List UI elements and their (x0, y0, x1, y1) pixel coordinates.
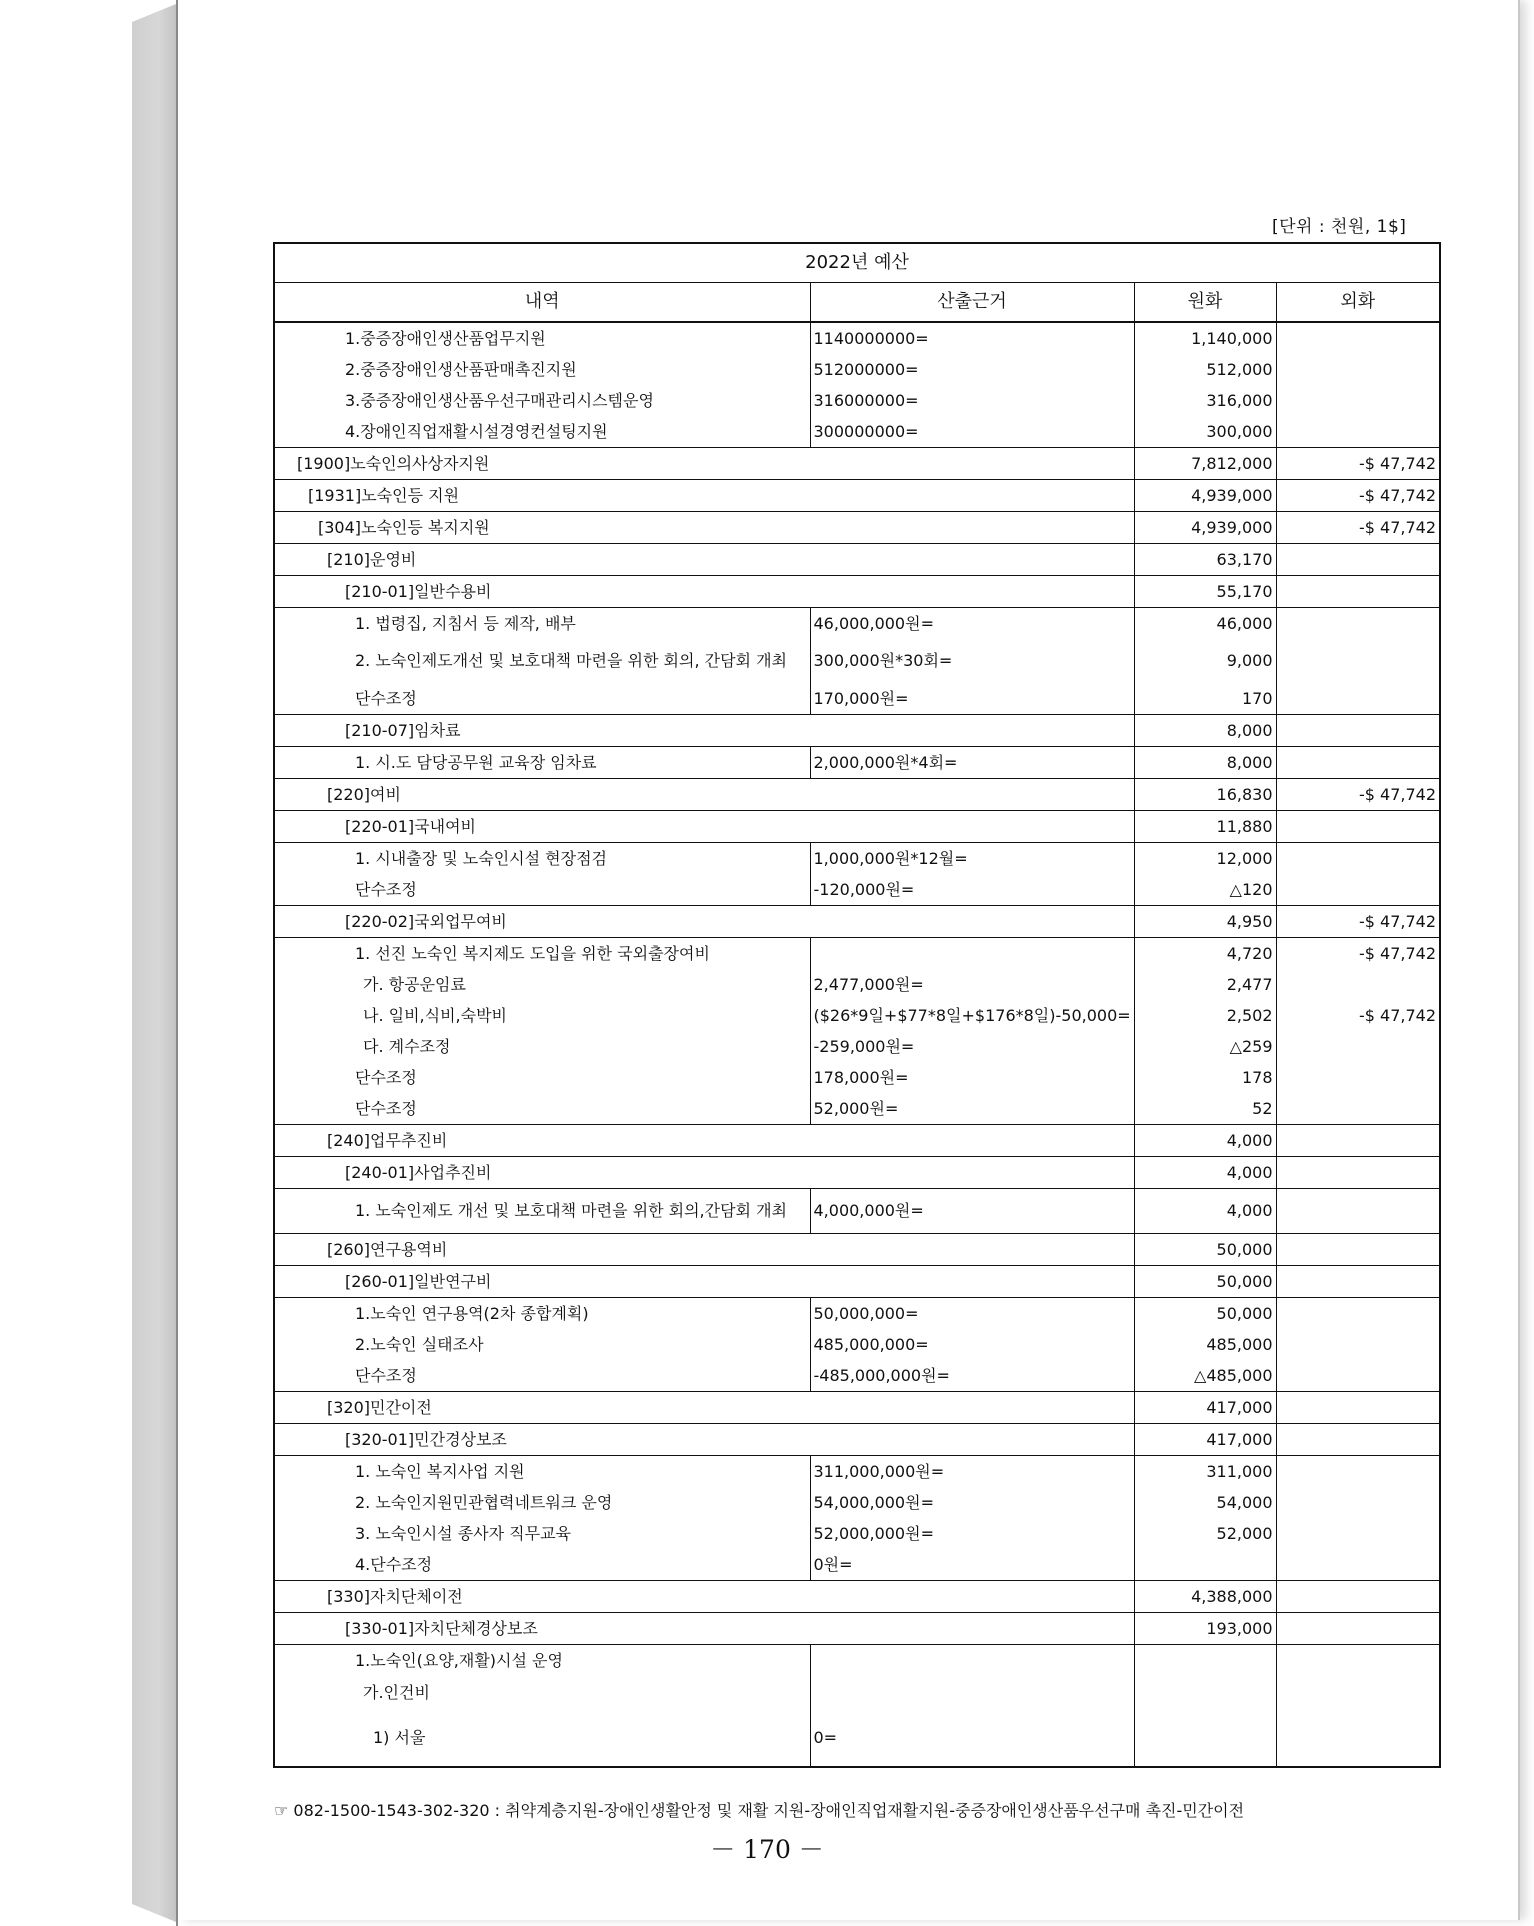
row-fx (1276, 385, 1440, 416)
row-krw: 4,000 (1134, 1125, 1276, 1157)
row-calc: 2,477,000원= (810, 969, 1134, 1000)
footnote: ☞ 082-1500-1543-302-320 : 취약계층지원-장애인생활안정 및 재활 지원-장애인직업재활지원-중증장애인생산품우선구매 촉진-민간이전 (274, 1801, 1245, 1820)
row-fx (1276, 843, 1440, 875)
row-desc: [260]연구용역비 (274, 1234, 1134, 1266)
table-header-row (274, 283, 1440, 323)
table-row (274, 1062, 1440, 1093)
row-calc: -485,000,000원= (810, 1360, 1134, 1392)
row-desc: [240]업무추진비 (274, 1125, 1134, 1157)
row-krw: 12,000 (1134, 843, 1276, 875)
row-fx (1276, 1157, 1440, 1189)
table-row (274, 385, 1440, 416)
row-krw: △120 (1134, 874, 1276, 906)
row-calc: 2,000,000원*4회= (810, 747, 1134, 779)
row-desc: [304]노숙인등 복지지원 (274, 512, 1134, 544)
table-row (274, 1093, 1440, 1125)
row-desc: 1.중증장애인생산품업무지원 (345, 328, 546, 348)
row-krw (1134, 1645, 1276, 1677)
row-fx (1276, 354, 1440, 385)
row-krw (1134, 1676, 1276, 1710)
row-desc: 2.중증장애인생산품판매촉진지원 (345, 359, 577, 379)
spine-edge-shade (132, 4, 176, 1922)
table-row (274, 1487, 1440, 1518)
row-desc: 나. 일비,식비,숙박비 (363, 1005, 507, 1025)
row-calc: 485,000,000= (810, 1329, 1134, 1360)
row-krw: 54,000 (1134, 1487, 1276, 1518)
row-fx (1276, 747, 1440, 779)
row-krw: 52,000 (1134, 1518, 1276, 1549)
table-row (274, 1549, 1440, 1581)
row-desc: [320]민간이전 (274, 1392, 1134, 1424)
table-row-group (274, 715, 1440, 747)
row-fx: -$ 47,742 (1276, 512, 1440, 544)
table-row (274, 1189, 1440, 1234)
row-krw: 55,170 (1134, 576, 1276, 608)
row-desc: 단수조정 (355, 1067, 417, 1087)
table-row (274, 1518, 1440, 1549)
row-fx (1276, 1613, 1440, 1645)
row-krw (1134, 1710, 1276, 1767)
page-number: － 170 － (710, 1835, 824, 1864)
table-row-group (274, 512, 1440, 544)
row-krw: 50,000 (1134, 1298, 1276, 1330)
row-fx (1276, 322, 1440, 354)
row-krw: 9,000 (1134, 639, 1276, 683)
table-row (274, 1456, 1440, 1488)
row-desc: [1931]노숙인등 지원 (274, 480, 1134, 512)
row-desc: 가.인건비 (363, 1683, 430, 1702)
row-calc: 54,000,000원= (810, 1487, 1134, 1518)
column-header-fx: 외화 (1276, 283, 1440, 323)
row-krw: 2,477 (1134, 969, 1276, 1000)
row-calc: 1,000,000원*12월= (810, 843, 1134, 875)
row-calc (810, 1645, 1134, 1677)
row-desc: 1. 시.도 담당공무원 교육장 임차료 (274, 747, 810, 779)
row-krw: 4,388,000 (1134, 1581, 1276, 1613)
row-desc: 1. 노숙인제도 개선 및 보호대책 마련을 위한 회의,간담회 개최 (274, 1189, 810, 1234)
row-desc: 2. 노숙인제도개선 및 보호대책 마련을 위한 회의, 간담회 개최 (355, 651, 787, 670)
table-row (274, 1329, 1440, 1360)
row-fx (1276, 874, 1440, 906)
row-krw: 4,939,000 (1134, 480, 1276, 512)
row-desc: [210]운영비 (274, 544, 1134, 576)
unit-label: [단위 : 천원, 1$] (1272, 217, 1407, 237)
row-fx: -$ 47,742 (1276, 779, 1440, 811)
row-krw: 485,000 (1134, 1329, 1276, 1360)
row-calc (810, 938, 1134, 970)
row-desc: 2.노숙인 실태조사 (355, 1334, 484, 1354)
book-spine (0, 0, 178, 1926)
row-krw: 8,000 (1134, 715, 1276, 747)
row-fx (1276, 715, 1440, 747)
row-fx (1276, 969, 1440, 1000)
row-desc: 4.장애인직업재활시설경영컨설팅지원 (345, 421, 608, 441)
row-desc: 단수조정 (355, 688, 417, 708)
row-krw: 4,000 (1134, 1157, 1276, 1189)
table-row (274, 747, 1440, 779)
table-row-group (274, 576, 1440, 608)
row-fx (1276, 1392, 1440, 1424)
row-fx (1276, 1676, 1440, 1710)
row-fx: -$ 47,742 (1276, 448, 1440, 480)
row-calc: 0원= (810, 1549, 1134, 1581)
table-row (274, 1000, 1440, 1031)
row-fx (1276, 608, 1440, 640)
row-calc: 52,000,000원= (810, 1518, 1134, 1549)
table-row-group (274, 544, 1440, 576)
row-desc: 4.단수조정 (355, 1554, 433, 1574)
row-fx: -$ 47,742 (1276, 480, 1440, 512)
row-fx (1276, 1189, 1440, 1234)
row-fx (1276, 1424, 1440, 1456)
row-krw: 170 (1134, 683, 1276, 715)
row-calc: 311,000,000원= (810, 1456, 1134, 1488)
table-row (274, 1031, 1440, 1062)
row-calc: 4,000,000원= (810, 1189, 1134, 1234)
row-krw: 4,939,000 (1134, 512, 1276, 544)
row-fx (1276, 1518, 1440, 1549)
row-desc: [220-01]국내여비 (274, 811, 1134, 843)
row-calc: ($26*9일+$77*8일+$176*8일)-50,000= (810, 1000, 1134, 1031)
column-header-krw: 원화 (1134, 283, 1276, 323)
row-krw: 4,950 (1134, 906, 1276, 938)
row-fx: -$ 47,742 (1276, 1000, 1440, 1031)
row-desc: [240-01]사업추진비 (274, 1157, 1134, 1189)
row-fx: -$ 47,742 (1276, 938, 1440, 970)
table-row-group (274, 906, 1440, 938)
row-desc: [220-02]국외업무여비 (274, 906, 1134, 938)
row-krw: 52 (1134, 1093, 1276, 1125)
row-calc: 46,000,000원= (810, 608, 1134, 640)
row-fx (1276, 1093, 1440, 1125)
table-row (274, 938, 1440, 970)
table-row-group (274, 1157, 1440, 1189)
row-krw: 300,000 (1134, 416, 1276, 448)
table-row (274, 1645, 1440, 1677)
table-row (274, 1676, 1440, 1710)
table-row (274, 639, 1440, 683)
header-year: 2022년 예산 (274, 243, 1440, 283)
row-desc: [210-07]임차료 (274, 715, 1134, 747)
row-krw: 193,000 (1134, 1613, 1276, 1645)
table-row-group (274, 1581, 1440, 1613)
row-desc: 다. 계수조정 (363, 1036, 451, 1056)
table-row-group (274, 1392, 1440, 1424)
table-row-group (274, 1424, 1440, 1456)
table-row (274, 608, 1440, 640)
row-fx (1276, 1298, 1440, 1330)
table-row-group (274, 1613, 1440, 1645)
row-fx (1276, 1234, 1440, 1266)
table-row-group (274, 448, 1440, 480)
budget-table (273, 242, 1441, 1768)
row-fx (1276, 576, 1440, 608)
row-desc: 단수조정 (355, 1365, 417, 1385)
row-desc: 단수조정 (355, 1098, 417, 1118)
row-desc: [220]여비 (274, 779, 1134, 811)
row-fx (1276, 416, 1440, 448)
row-desc: [330-01]자치단체경상보조 (274, 1613, 1134, 1645)
table-row (274, 322, 1440, 354)
table-row (274, 1298, 1440, 1330)
row-desc: 1. 노숙인 복지사업 지원 (274, 1456, 810, 1488)
row-fx (1276, 1645, 1440, 1677)
row-calc: 52,000원= (810, 1093, 1134, 1125)
table-row (274, 683, 1440, 715)
row-desc: 1.노숙인(요양,재활)시설 운영 (274, 1645, 810, 1677)
row-calc: 1140000000= (810, 322, 1134, 354)
row-krw: 316,000 (1134, 385, 1276, 416)
row-krw: △259 (1134, 1031, 1276, 1062)
row-desc: 3. 노숙인시설 종사자 직무교육 (355, 1523, 571, 1543)
row-calc: 50,000,000= (810, 1298, 1134, 1330)
row-krw: 417,000 (1134, 1392, 1276, 1424)
row-krw: 50,000 (1134, 1234, 1276, 1266)
row-desc: 단수조정 (355, 879, 417, 899)
row-desc: [330]자치단체이전 (274, 1581, 1134, 1613)
table-row-group (274, 811, 1440, 843)
row-fx (1276, 1031, 1440, 1062)
row-desc: 3.중증장애인생산품우선구매관리시스템운영 (345, 390, 654, 410)
row-desc: 1. 시내출장 및 노숙인시설 현장점검 (274, 843, 810, 875)
row-calc: 170,000원= (810, 683, 1134, 715)
row-krw: 417,000 (1134, 1424, 1276, 1456)
row-fx (1276, 1710, 1440, 1767)
row-calc: -259,000원= (810, 1031, 1134, 1062)
row-fx (1276, 1487, 1440, 1518)
row-krw: 1,140,000 (1134, 322, 1276, 354)
table-row (274, 874, 1440, 906)
row-calc: 300,000원*30회= (810, 639, 1134, 683)
row-desc: [260-01]일반연구비 (274, 1266, 1134, 1298)
row-krw: 50,000 (1134, 1266, 1276, 1298)
row-krw: 2,502 (1134, 1000, 1276, 1031)
row-krw: 311,000 (1134, 1456, 1276, 1488)
column-header-desc: 내역 (274, 283, 810, 323)
row-krw: 512,000 (1134, 354, 1276, 385)
row-krw: 46,000 (1134, 608, 1276, 640)
row-krw: △485,000 (1134, 1360, 1276, 1392)
row-fx (1276, 1549, 1440, 1581)
row-calc: -120,000원= (810, 874, 1134, 906)
row-desc: 1. 법령집, 지침서 등 제작, 배부 (274, 608, 810, 640)
column-header-calc: 산출근거 (810, 283, 1134, 323)
row-calc (810, 1676, 1134, 1710)
table-row (274, 969, 1440, 1000)
row-krw: 178 (1134, 1062, 1276, 1093)
table-row (274, 416, 1440, 448)
table-row-group (274, 1125, 1440, 1157)
table-row (274, 1360, 1440, 1392)
table-row (274, 1710, 1440, 1767)
table-row (274, 354, 1440, 385)
table-row-group (274, 1234, 1440, 1266)
row-desc: [1900]노숙인의사상자지원 (274, 448, 1134, 480)
row-fx (1276, 1062, 1440, 1093)
row-fx (1276, 1456, 1440, 1488)
row-desc: 2. 노숙인지원민관협력네트워크 운영 (355, 1492, 613, 1512)
row-fx (1276, 1125, 1440, 1157)
row-desc: [210-01]일반수용비 (274, 576, 1134, 608)
row-calc: 300000000= (810, 416, 1134, 448)
row-calc: 0= (810, 1710, 1134, 1767)
row-fx (1276, 683, 1440, 715)
row-krw: 4,720 (1134, 938, 1276, 970)
row-fx: -$ 47,742 (1276, 906, 1440, 938)
row-krw: 8,000 (1134, 747, 1276, 779)
row-desc: 1) 서울 (373, 1728, 426, 1747)
row-krw: 11,880 (1134, 811, 1276, 843)
row-desc: [320-01]민간경상보조 (274, 1424, 1134, 1456)
row-krw: 4,000 (1134, 1189, 1276, 1234)
row-fx (1276, 1581, 1440, 1613)
row-fx (1276, 1360, 1440, 1392)
row-calc: 512000000= (810, 354, 1134, 385)
row-krw: 16,830 (1134, 779, 1276, 811)
row-fx (1276, 1266, 1440, 1298)
table-row-group (274, 1266, 1440, 1298)
row-desc: 가. 항공운임료 (363, 974, 466, 994)
table-row (274, 843, 1440, 875)
row-calc: 178,000원= (810, 1062, 1134, 1093)
row-desc: 1. 선진 노숙인 복지제도 도입을 위한 국외출장여비 (274, 938, 810, 970)
row-desc: 1.노숙인 연구용역(2차 종합계획) (274, 1298, 810, 1330)
row-krw: 63,170 (1134, 544, 1276, 576)
row-fx (1276, 811, 1440, 843)
table-row-group (274, 480, 1440, 512)
row-fx (1276, 1329, 1440, 1360)
row-krw: 7,812,000 (1134, 448, 1276, 480)
row-calc: 316000000= (810, 385, 1134, 416)
table-row-group (274, 779, 1440, 811)
row-krw (1134, 1549, 1276, 1581)
row-fx (1276, 639, 1440, 683)
table-header-year-row (274, 243, 1440, 283)
row-fx (1276, 544, 1440, 576)
